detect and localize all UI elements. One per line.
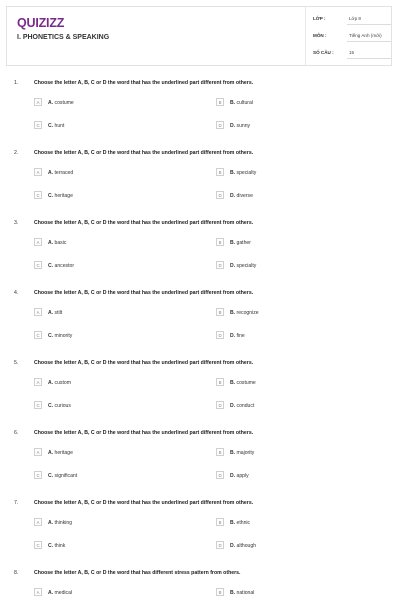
option-text [230,473,249,479]
option-text [230,543,256,549]
option-text [230,193,253,199]
option-word: stilt [54,309,63,316]
option-word: thinking [54,519,73,526]
option-word: think [54,542,66,549]
question-prompt: Choose the letter A, B, C or D the word that has the underlined part different from others. [34,150,254,156]
option-letter: B. [230,379,236,386]
option-text [48,310,62,316]
option-letter: D. [230,542,236,549]
question-number: 1. [14,80,19,86]
option-letter: C. [48,262,54,269]
option-letter: B. [230,589,236,596]
option-letter: C. [48,542,54,549]
option-letter: B. [230,169,236,176]
question-number: 6. [14,430,19,436]
question-number: 5. [14,360,19,366]
option-letter: A. [48,309,54,316]
option-letter-box[interactable]: B [216,238,224,246]
option-letter: B. [230,309,236,316]
option-text [48,450,73,456]
meta-underline [347,41,391,42]
option-word: conduct [236,402,255,409]
option-text [230,590,254,596]
question-prompt: Choose the letter A, B, C or D the word that has the underlined part different from others. [34,80,254,86]
option-word: costume [236,379,256,386]
option-letter-box[interactable]: A [34,588,42,596]
option-word: specialty [236,262,257,269]
option-word: ancestor [54,262,75,269]
meta-value: Lớp 8 [349,16,361,21]
option-text [48,520,72,526]
option-letter-box[interactable]: D [216,331,224,339]
option-letter-box[interactable]: D [216,191,224,199]
option-letter-box[interactable]: C [34,541,42,549]
option-text [48,263,74,269]
option-word: heritage [54,192,73,199]
option-letter-box[interactable]: C [34,121,42,129]
option-text [48,333,72,339]
option-letter-box[interactable]: D [216,541,224,549]
option-text [48,100,74,106]
option-text [48,473,77,479]
option-word: diverse [236,192,253,199]
question-prompt: Choose the letter A, B, C or D the word that has the underlined part different from others. [34,360,254,366]
option-word: recognize [236,309,259,316]
option-letter: D. [230,262,236,269]
question-number: 4. [14,290,19,296]
question-number: 2. [14,150,19,156]
option-text [230,403,254,409]
option-word: terraced [54,169,74,176]
option-text [230,380,256,386]
meta-row-class [313,13,391,25]
option-text [230,170,256,176]
option-letter-box[interactable]: D [216,401,224,409]
option-letter: A. [48,449,54,456]
meta-label: SỐ CÂU : [313,50,334,55]
option-letter-box[interactable]: C [34,191,42,199]
option-letter: A. [48,99,54,106]
quizizz-logo: QUIZIZZ [17,16,65,30]
option-letter: A. [48,589,54,596]
option-letter-box[interactable]: D [216,121,224,129]
meta-info-box [305,7,393,65]
option-letter-box[interactable]: A [34,378,42,386]
option-letter-box[interactable]: A [34,308,42,316]
option-text [230,520,250,526]
option-letter-box[interactable]: B [216,98,224,106]
meta-value: Tiếng Anh (mới) [349,33,382,38]
option-text [230,450,254,456]
option-letter: B. [230,99,236,106]
meta-label: LỚP : [313,16,326,21]
question-number: 3. [14,220,19,226]
option-text [48,380,71,386]
option-letter: D. [230,332,236,339]
option-letter: C. [48,192,54,199]
option-letter-box[interactable]: A [34,168,42,176]
option-word: curious [54,402,71,409]
option-word: specialty [236,169,257,176]
option-word: cultural [236,99,253,106]
option-letter-box[interactable]: D [216,471,224,479]
option-text [230,123,250,129]
option-word: significant [54,472,78,479]
option-word: minority [54,332,73,339]
meta-underline [347,58,391,59]
option-text [48,170,73,176]
option-word: apply [236,472,249,479]
option-letter-box[interactable]: B [216,168,224,176]
option-word: gather [236,239,251,246]
option-letter-box[interactable]: B [216,448,224,456]
option-text [48,403,71,409]
question-number: 8. [14,570,19,576]
option-word: fine [236,332,245,339]
option-word: costume [54,99,74,106]
option-word: custom [54,379,71,386]
option-text [230,100,253,106]
option-letter: D. [230,472,236,479]
option-letter: C. [48,332,54,339]
question-prompt: Choose the letter A, B, C or D the word that has the underlined part different from others. [34,430,254,436]
option-word: hunt [54,122,65,129]
question-prompt: Choose the letter A, B, C or D the word that has different stress pattern from others. [34,570,241,576]
meta-label: MÔN : [313,33,327,38]
meta-value: 15 [349,50,355,55]
option-letter-box[interactable]: B [216,378,224,386]
option-letter-box[interactable]: B [216,308,224,316]
option-word: ethnic [236,519,251,526]
option-letter: D. [230,402,236,409]
option-word: medical [54,589,73,596]
option-text [48,543,65,549]
option-letter: C. [48,122,54,129]
option-word: majority [236,449,255,456]
option-word: basic [54,239,67,246]
option-letter-box[interactable]: B [216,518,224,526]
option-letter: B. [230,519,236,526]
question-prompt: Choose the letter A, B, C or D the word that has the underlined part different from others. [34,500,254,506]
option-letter: C. [48,472,54,479]
option-letter-box[interactable]: C [34,401,42,409]
option-letter: A. [48,239,54,246]
option-text [48,240,66,246]
option-letter-box[interactable]: A [34,98,42,106]
question-prompt: Choose the letter A, B, C or D the word that has the underlined part different from others. [34,290,254,296]
option-letter: A. [48,169,54,176]
meta-underline [347,24,391,25]
option-text [48,123,64,129]
option-letter-box[interactable]: C [34,331,42,339]
option-letter: D. [230,122,236,129]
option-letter: B. [230,449,236,456]
option-word: sunny [236,122,251,129]
worksheet-header [6,6,392,66]
section-title: I. PHONETICS & SPEAKING [17,34,110,41]
option-word: although [236,542,257,549]
question-prompt: Choose the letter A, B, C or D the word that has the underlined part different from others. [34,220,254,226]
option-letter-box[interactable]: C [34,261,42,269]
option-letter: A. [48,519,54,526]
option-letter: A. [48,379,54,386]
meta-row-count [313,47,391,59]
option-letter: B. [230,239,236,246]
option-letter-box[interactable]: C [34,471,42,479]
option-text [230,310,259,316]
option-letter-box[interactable]: B [216,588,224,596]
option-text [230,333,245,339]
option-letter-box[interactable]: A [34,518,42,526]
option-word: heritage [54,449,73,456]
option-text [230,240,251,246]
option-letter-box[interactable]: A [34,238,42,246]
option-text [230,263,256,269]
option-letter-box[interactable]: D [216,261,224,269]
option-word: national [236,589,255,596]
option-letter: D. [230,192,236,199]
option-text [48,590,72,596]
option-letter: C. [48,402,54,409]
question-number: 7. [14,500,19,506]
option-letter-box[interactable]: A [34,448,42,456]
option-text [48,193,73,199]
meta-row-subject [313,30,391,42]
